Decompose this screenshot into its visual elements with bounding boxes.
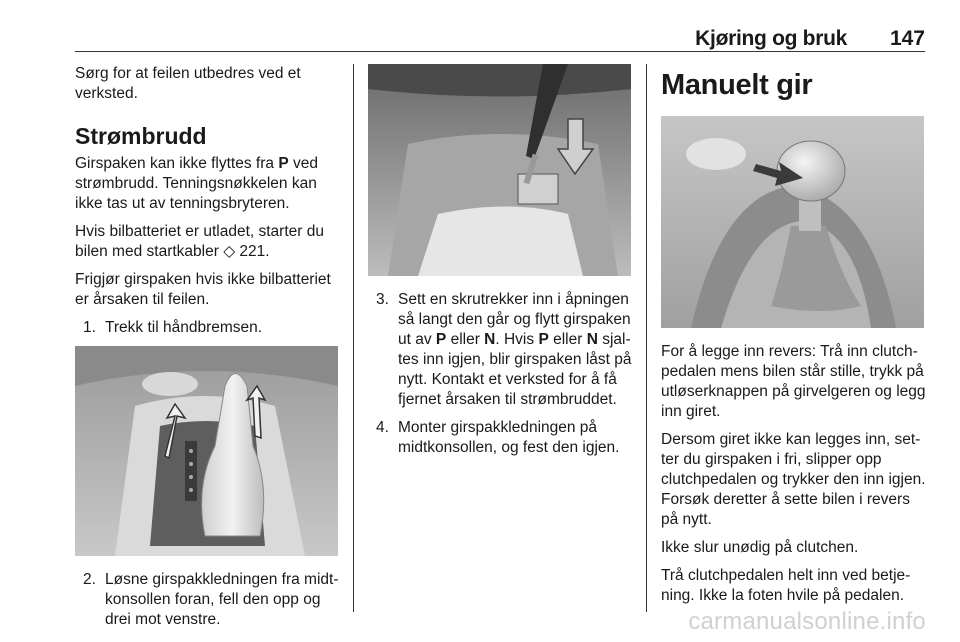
figure-screwdriver-release <box>368 64 631 276</box>
column-divider-1 <box>353 64 354 612</box>
figure-manual-shifter <box>661 116 924 328</box>
chapter-title: Kjøring og bruk <box>695 27 847 50</box>
step-3: 3. Sett en skrutrekker inn i åpningen så langt den går og flytt girspaken ut av P eller N. Hvis P eller N sjal-tes inn igjen, blir girspaken låst på nytt. Kontakt et verksted for å få fjernet årsaken til strømbruddet. <box>376 291 632 408</box>
page-number: 147 <box>889 27 925 50</box>
step-2: 2. Løsne girspakkledningen fra midt-konsollen foran, fell den opp og drei mot venstre. <box>83 571 339 628</box>
step-4: 4. Monter girspakkledningen på midtkonsollen, og fest den igjen. <box>376 419 620 456</box>
paragraph-shifter-locked: Girspaken kan ikke flyttes fra P ved strømbrudd. Tenningsnøkkelen kan ikke tas ut av tenningsbryteren. <box>75 155 318 212</box>
step-1: 1. Trekk til håndbremsen. <box>83 319 263 336</box>
page-reference-icon: ◇ <box>223 243 236 260</box>
header-rule <box>75 51 925 52</box>
intro-paragraph: Sørg for at feilen utbedres ved et verksted. <box>75 65 301 102</box>
paragraph-clutch-slip: Ikke slur unødig på clutchen. <box>661 539 859 556</box>
paragraph-reverse-retry: Dersom giret ikke kan legges inn, set-ter du girspaken i fri, slipper opp clutchpedalen og trykker den inn igjen. Forsøk deretter å sette bilen i revers på nytt. <box>661 431 926 528</box>
page-header <box>75 24 925 50</box>
paragraph-clutch-pedal: Trå clutchpedalen helt inn ved betje-ning. Ikke la foten hvile på pedalen. <box>661 567 911 604</box>
paragraph-battery: Hvis bilbatteriet er utladet, starter du bilen med startkabler ◇ 221. <box>75 223 324 260</box>
column-1 <box>75 64 340 638</box>
watermark: carmanualsonline.info <box>688 608 926 635</box>
paragraph-reverse: For å legge inn revers: Trå inn clutch-pedalen mens bilen står stille, trykk på utløserknappen på girvelgeren og legg inn giret. <box>661 343 926 420</box>
figure-automatic-shifter <box>75 346 338 556</box>
section-heading-power-failure: Strømbrudd <box>75 123 207 149</box>
column-3 <box>661 64 926 614</box>
paragraph-release: Frigjør girspaken hvis ikke bilbatteriet er årsaken til feilen. <box>75 271 331 308</box>
column-divider-2 <box>646 64 647 612</box>
column-2 <box>368 64 633 466</box>
section-heading-manual-gearbox: Manuelt gir <box>661 69 813 101</box>
